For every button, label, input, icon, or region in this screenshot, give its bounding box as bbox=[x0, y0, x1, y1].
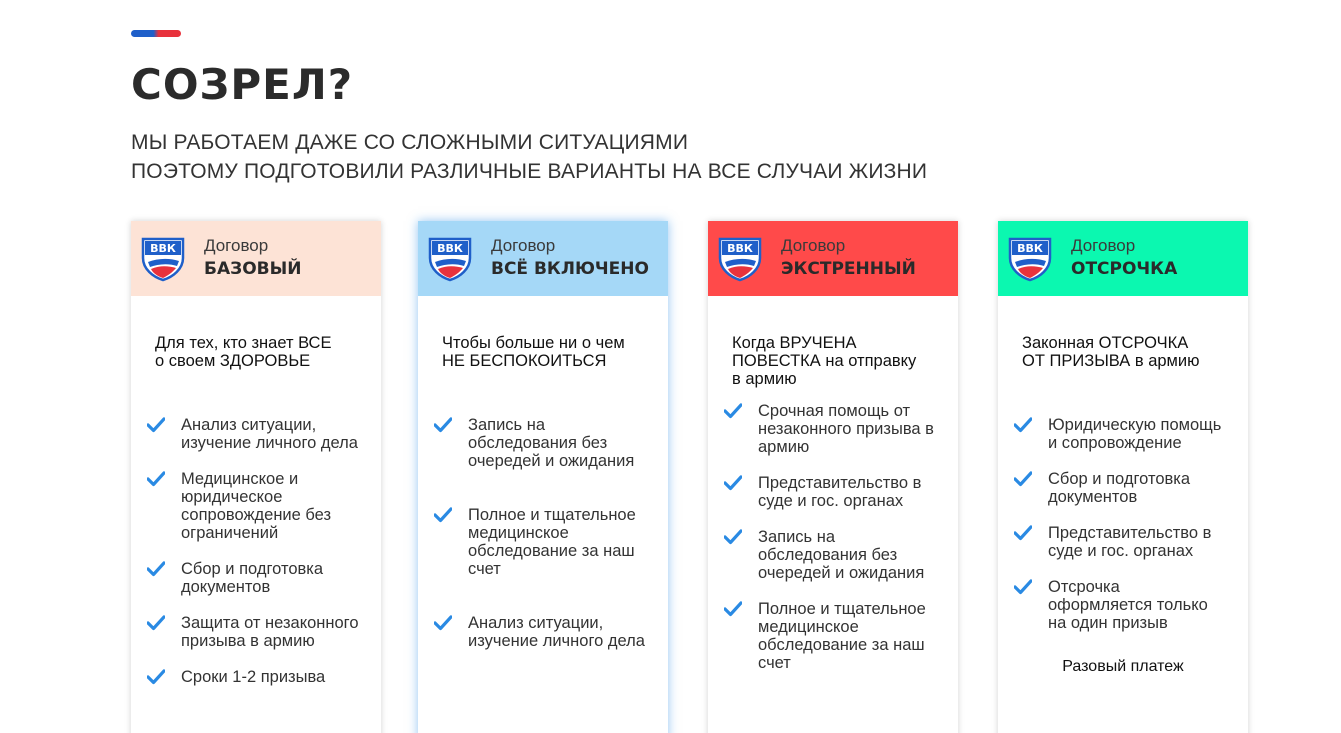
check-icon bbox=[1014, 471, 1032, 487]
plan-card-basic[interactable] bbox=[131, 221, 381, 733]
check-icon bbox=[147, 417, 165, 433]
feature-item: Защита от незаконного призыва в армию bbox=[155, 614, 361, 650]
feature-list bbox=[155, 416, 361, 686]
check-icon bbox=[1014, 525, 1032, 541]
card-header bbox=[418, 221, 668, 296]
vvk-logo-icon bbox=[1007, 236, 1053, 282]
feature-item: Представительство в суде и гос. органах bbox=[732, 474, 938, 510]
plan-card-emergency[interactable] bbox=[708, 221, 958, 733]
feature-item: Запись на обследования без очередей и ожидания bbox=[442, 416, 648, 470]
card-header-pre: Договор bbox=[204, 235, 269, 255]
card-description: Чтобы больше ни о чем НЕ БЕСПОКОИТЬСЯ bbox=[442, 334, 625, 370]
card-header-pre: Договор bbox=[781, 235, 846, 255]
subtitle-line-2: ПОЭТОМУ ПОДГОТОВИЛИ РАЗЛИЧНЫЕ ВАРИАНТЫ НА ВСЕ СЛУЧАИ ЖИЗНИ bbox=[131, 160, 928, 183]
check-icon bbox=[147, 561, 165, 577]
card-plan-name: ОТСРОЧКА bbox=[1071, 258, 1178, 279]
card-plan-name: ВСЁ ВКЛЮЧЕНО bbox=[491, 258, 649, 279]
check-icon bbox=[147, 615, 165, 631]
check-icon bbox=[724, 475, 742, 491]
check-icon bbox=[147, 669, 165, 685]
plan-card-deferment[interactable] bbox=[998, 221, 1248, 733]
vvk-logo-icon bbox=[717, 236, 763, 282]
feature-item: Юридическую помощь и сопровождение bbox=[1022, 416, 1228, 452]
card-plan-name: БАЗОВЫЙ bbox=[204, 258, 302, 279]
card-header bbox=[998, 221, 1248, 296]
feature-item: Сбор и подготовка документов bbox=[1022, 470, 1228, 506]
feature-list bbox=[732, 402, 938, 672]
check-icon bbox=[434, 507, 452, 523]
feature-item: Анализ ситуации, изучение личного дела bbox=[442, 614, 648, 650]
card-plan-name: ЭКСТРЕННЫЙ bbox=[781, 258, 916, 279]
feature-list bbox=[442, 416, 648, 650]
accent-bar bbox=[131, 30, 181, 37]
check-icon bbox=[147, 471, 165, 487]
check-icon bbox=[724, 403, 742, 419]
feature-item: Полное и тщательное медицинское обследование за наш счет bbox=[732, 600, 938, 672]
feature-item: Полное и тщательное медицинское обследование за наш счет bbox=[442, 506, 648, 578]
check-icon bbox=[434, 615, 452, 631]
svg-text:ВВК: ВВК bbox=[437, 241, 463, 255]
card-header bbox=[708, 221, 958, 296]
feature-item: Запись на обследования без очередей и ожидания bbox=[732, 528, 938, 582]
feature-item: Отсрочка оформляется только на один призыв bbox=[1022, 578, 1228, 632]
feature-item: Анализ ситуации, изучение личного дела bbox=[155, 416, 361, 452]
page-title: СОЗРЕЛ? bbox=[131, 60, 354, 109]
page-subtitle bbox=[131, 128, 927, 186]
feature-item: Представительство в суде и гос. органах bbox=[1022, 524, 1228, 560]
feature-item: Срочная помощь от незаконного призыва в армию bbox=[732, 402, 938, 456]
svg-text:ВВК: ВВК bbox=[1017, 241, 1043, 255]
vvk-logo-icon bbox=[427, 236, 473, 282]
check-icon bbox=[724, 529, 742, 545]
payment-note: Разовый платеж bbox=[1062, 658, 1184, 675]
vvk-logo-icon bbox=[140, 236, 186, 282]
card-header-pre: Договор bbox=[1071, 235, 1136, 255]
feature-item: Сроки 1-2 призыва bbox=[155, 668, 361, 686]
card-header-pre: Договор bbox=[491, 235, 556, 255]
subtitle-line-1: МЫ РАБОТАЕМ ДАЖЕ СО СЛОЖНЫМИ СИТУАЦИЯМИ bbox=[131, 131, 689, 154]
feature-item: Медицинское и юридическое сопровождение без ограничений bbox=[155, 470, 361, 542]
feature-list bbox=[1022, 416, 1228, 632]
feature-item: Сбор и подготовка документов bbox=[155, 560, 361, 596]
check-icon bbox=[724, 601, 742, 617]
card-header bbox=[131, 221, 381, 296]
check-icon bbox=[1014, 417, 1032, 433]
card-description: Когда ВРУЧЕНА ПОВЕСТКА на отправку в армию bbox=[732, 334, 917, 388]
svg-text:ВВК: ВВК bbox=[727, 241, 753, 255]
card-description: Законная ОТСРОЧКА ОТ ПРИЗЫВА в армию bbox=[1022, 334, 1200, 370]
svg-text:ВВК: ВВК bbox=[150, 241, 176, 255]
check-icon bbox=[1014, 579, 1032, 595]
check-icon bbox=[434, 417, 452, 433]
card-description: Для тех, кто знает ВСЕ о своем ЗДОРОВЬЕ bbox=[155, 334, 332, 370]
plan-card-all-inclusive[interactable] bbox=[418, 221, 668, 733]
